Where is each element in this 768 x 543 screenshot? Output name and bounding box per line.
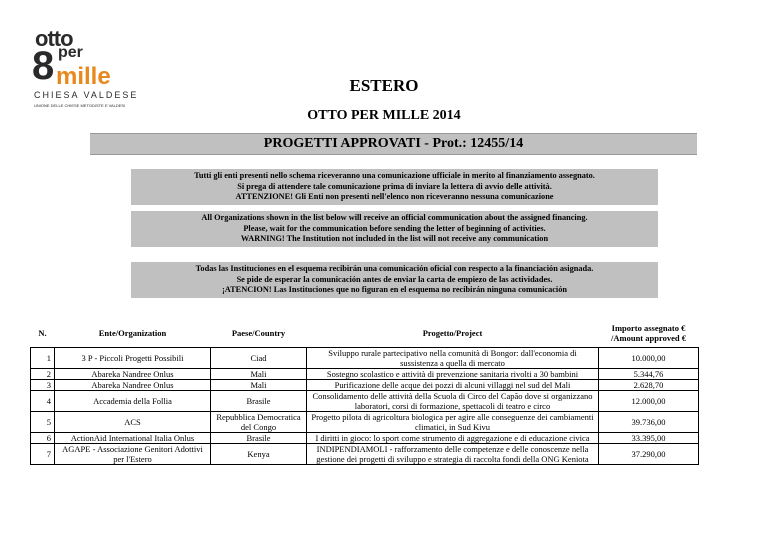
- row-amount: 2.628,70: [599, 380, 699, 391]
- row-organization: ACS: [55, 412, 211, 433]
- notice-english: [131, 211, 658, 247]
- row-project: I diritti in gioco: lo sport come strumento di aggregazione e di educazione civica: [307, 433, 599, 444]
- table-row: [31, 348, 699, 369]
- logo-union: UNIONE DELLE CHIESE METODISTE E VALDESI: [34, 103, 126, 108]
- row-number: 4: [31, 391, 55, 412]
- col-header-country: Paese/Country: [231, 327, 286, 338]
- table-row: [31, 433, 699, 444]
- otto-per-mille-logo: [32, 26, 139, 116]
- notice-spanish: [131, 262, 658, 298]
- logo-per: per: [58, 44, 83, 61]
- table-row: [31, 369, 699, 380]
- row-organization: ActionAid International Italia Onlus: [55, 433, 211, 444]
- table-row: [31, 391, 699, 412]
- row-number: 7: [31, 444, 55, 465]
- row-organization: Accademia della Follia: [55, 391, 211, 412]
- row-amount: 39.736,00: [599, 412, 699, 433]
- page-subtitle: OTTO PER MILLE 2014: [307, 108, 461, 123]
- table-row: [31, 380, 699, 391]
- row-country: Kenya: [211, 444, 307, 465]
- logo-otto: otto: [35, 26, 73, 51]
- row-organization: Abareka Nandree Onlus: [55, 380, 211, 391]
- row-project: Consolidamento delle attività della Scuola di Circo del Capão dove si organizzano laboratori, corsi di formazione, spettacoli di teatro e circo: [307, 391, 599, 412]
- logo-eight: 8: [32, 44, 55, 88]
- row-organization: AGAPE - Associazione Genitori Adottivi per l'Estero: [55, 444, 211, 465]
- row-project: Purificazione delle acque dei pozzi di alcuni villaggi nel sud del Mali: [307, 380, 599, 391]
- col-header-number: N.: [38, 327, 47, 338]
- table-header-row: [31, 318, 699, 348]
- notice-line: ATTENZIONE! Gli Enti non presenti nell'elenco non riceveranno nessuna comunicazione: [235, 192, 554, 201]
- logo-mille: mille: [56, 63, 111, 90]
- notice-line: Se pide de esperar la comunicación antes de enviar la carta de empiezo de las actividades.: [236, 274, 553, 284]
- col-header-organization: Ente/Organization: [98, 327, 167, 338]
- notice-line: Todas las Instituciones en el esquema recibirán una comunicación oficial con respecto a la financiación asignada.: [195, 264, 594, 273]
- row-project: Sostegno scolastico e attività di prevenzione sanitaria rivolti a 30 bambini: [307, 369, 599, 380]
- row-country: Ciad: [211, 348, 307, 369]
- notice-line: WARNING! The Institution not included in the list will not receive any communication: [240, 234, 549, 243]
- row-number: 6: [31, 433, 55, 444]
- row-project: INDIPENDIAMOLI - rafforzamento delle competenze e delle conoscenze nella gestione dei progetti di sviluppo e strategia di raccolta fondi della ONG Keniota: [307, 444, 599, 465]
- row-number: 2: [31, 369, 55, 380]
- row-country: Repubblica Democratica del Congo: [211, 412, 307, 433]
- row-country: Brasile: [211, 391, 307, 412]
- row-number: 5: [31, 412, 55, 433]
- row-organization: 3 P - Piccoli Progetti Possibili: [55, 348, 211, 369]
- row-amount: 33.395,00: [599, 433, 699, 444]
- notice-line: All Organizations shown in the list below will receive an official communication about the assigned financing.: [201, 213, 588, 222]
- notice-line: Tutti gli enti presenti nello schema riceveranno una comunicazione ufficiale in merito al finanziamento assegnato.: [194, 171, 595, 180]
- section-band: PROGETTI APPROVATI - Prot.: 12455/14: [90, 133, 697, 155]
- notice-line: Please, wait for the communication before sending the letter of beginning of activities.: [243, 223, 546, 233]
- row-country: Brasile: [211, 433, 307, 444]
- table-row: [31, 444, 699, 465]
- row-number: 1: [31, 348, 55, 369]
- table-row: [31, 412, 699, 433]
- page-title: ESTERO: [349, 76, 419, 95]
- logo-church: CHIESA VALDESE: [34, 90, 139, 100]
- notice-line: ¡ATENCION! Las Instituciones que no figuran en el esquema no recibirán ninguna comunicación: [222, 285, 567, 294]
- row-project: Progetto pilota di agricoltura biologica per agire alle conseguenze dei cambiamenti climatici, in Sud Kivu: [307, 412, 599, 433]
- col-header-project: Progetto/Project: [422, 327, 483, 338]
- notice-italian: [131, 169, 658, 205]
- row-project: Sviluppo rurale partecipativo nella comunità di Bongor: dall'economia di sussistenza a quella di mercato: [307, 348, 599, 369]
- projects-table: [30, 318, 699, 465]
- row-amount: 12.000,00: [599, 391, 699, 412]
- row-country: Mali: [211, 380, 307, 391]
- row-number: 3: [31, 380, 55, 391]
- col-header-amount: Importo assegnato € /Amount approved €: [611, 322, 686, 343]
- row-organization: Abareka Nandree Onlus: [55, 369, 211, 380]
- row-amount: 5.344,76: [599, 369, 699, 380]
- row-amount: 37.290,00: [599, 444, 699, 465]
- row-country: Mali: [211, 369, 307, 380]
- notice-line: Si prega di attendere tale comunicazione prima di inviare la lettera di avvio delle attività.: [237, 181, 552, 191]
- row-amount: 10.000,00: [599, 348, 699, 369]
